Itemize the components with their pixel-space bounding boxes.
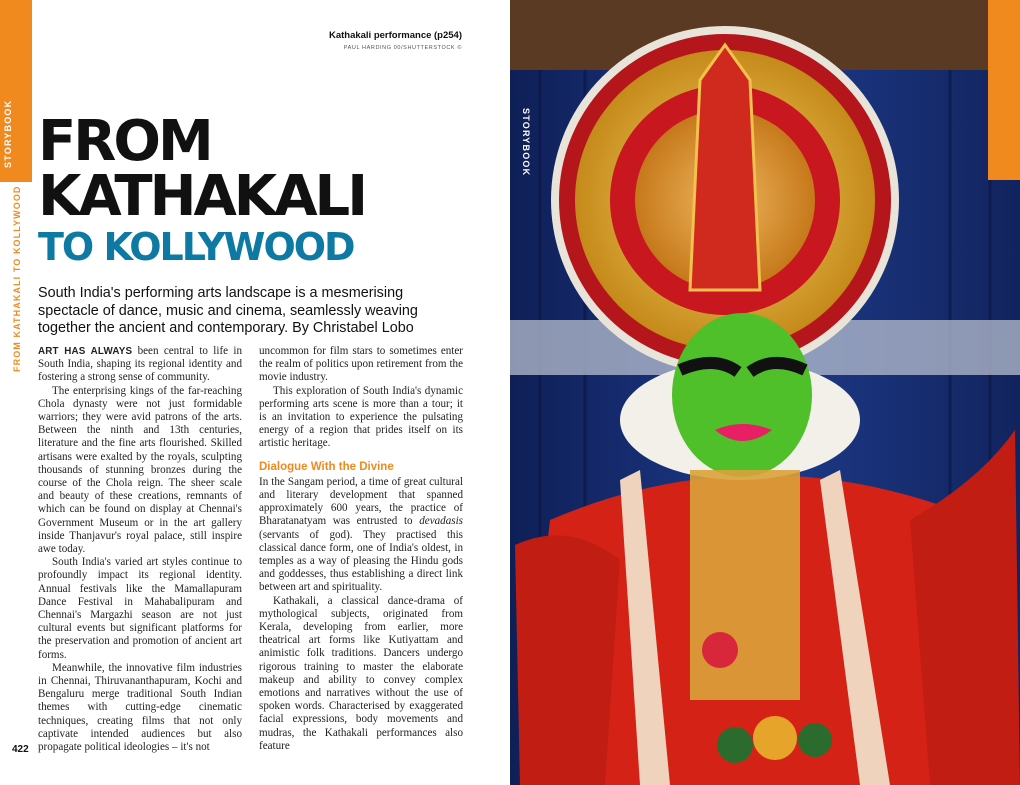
storybook-tab-right (988, 0, 1020, 180)
standfirst: South India's performing arts landscape is a mesmerising spectacle of dance, music and cinema, seamlessly weaving together the ancient and contemporary. By Christabel Lobo (38, 285, 418, 336)
paragraph: This exploration of South India's dynamic performing arts scene is more than a tour; it is an invitation to experience the pulsating energy of a region that prides itself on its artistic heritage. (259, 384, 463, 450)
paragraph: South India's varied art styles continue to profoundly impact its regional identity. Annual festivals like the Mamallapuram Dance Festival in Mahabalipuram and Chennai's Margazhi season are not just cultural events but significant platforms for the preservation and promotion of ancient art forms. (38, 556, 242, 661)
paragraph-text: In the Sangam period, a time of great cultural and literary development that spanned approximately 600 years, the practice of Bharatanatyam was entrusted to (259, 475, 463, 528)
italic-term: devadasis (419, 515, 463, 528)
body-column-2 (259, 345, 463, 753)
gold-necklaces (690, 470, 800, 700)
body-column-1 (38, 345, 242, 754)
article-headline (38, 109, 366, 269)
page-number: 422 (12, 744, 29, 755)
red-pompom (702, 632, 738, 668)
paragraph (38, 345, 242, 385)
lead-in: ART HAS ALWAYS (38, 346, 133, 357)
paragraph: uncommon for film stars to sometimes enter the realm of politics upon retirement from the movie industry. (259, 345, 463, 384)
kathakali-performer-photo (510, 0, 1020, 785)
photo-caption (329, 30, 462, 51)
right-page (510, 0, 1020, 785)
headline-line-3: TO KOLLYWOOD (38, 225, 354, 269)
headline-line-1: FROM (38, 109, 211, 174)
caption-title: Kathakali performance (p254) (328, 30, 462, 41)
paragraph-text: been central to life in South India, shaping its regional identity and fostering a strong sense of community. (38, 345, 243, 384)
left-arm (515, 535, 620, 785)
section-subhead: Dialogue With the Divine (259, 460, 394, 473)
paragraph-text: (servants of god). They practised this classical dance form, one of India's oldest, in temples as a way of pleasing the Hindu gods and goddesses, thus establishing a direct link between art and spirituality. (259, 528, 463, 594)
green-painted-face (672, 313, 812, 477)
paragraph: Kathakali, a classical dance-drama of mythological subjects, originated from Kerala, developing from earlier, more theatrical art forms like Kutiyattam and animistic folk traditions. Dancers undergo rigorous training to master the elaborate makeup and ability to convey complex emotions and narratives without the use of spoken words. Characterised by exaggerated facial expressions, body movements and mudras, the Kathakali performances also feature (259, 594, 463, 752)
green-pompom (717, 727, 753, 763)
paragraph: The enterprising kings of the far-reaching Chola dynasty were not just formidable warriors; they were avid patrons of the arts. Between the ninth and 13th centuries, literature and the fine arts flourished. Skilled artisans were exalted by the royals, sculpting thousands of stunning bronzes during the course of the Chola reign. The sheer scale and beauty of these creations, remnants of which can be found on display at Chennai's Government Museum or in the art gallery inside Thanjavur's royal palace, still inspire awe today. (38, 384, 242, 556)
paragraph (259, 476, 463, 595)
green-pompom (798, 723, 832, 757)
photo-credit: PAUL HARDING 00/SHUTTERSTOCK © (343, 45, 462, 51)
paragraph: Meanwhile, the innovative film industries in Chennai, Thiruvananthapuram, Kochi and Bengaluru merge traditional South Indian themes with cutting-edge cinematic techniques, creating films that not only captivate intended audiences but also propagate political ideologies – it's not (38, 661, 242, 754)
storybook-tab-label: STORYBOOK (3, 99, 13, 168)
yellow-pompom (753, 716, 797, 760)
storybook-tab-label-right: STORYBOOK (521, 108, 531, 177)
crown-spire (690, 45, 760, 290)
running-side-label: FROM KATHAKALI TO KOLLYWOOD (12, 185, 22, 372)
headline-line-2: KATHAKALI (38, 164, 366, 229)
